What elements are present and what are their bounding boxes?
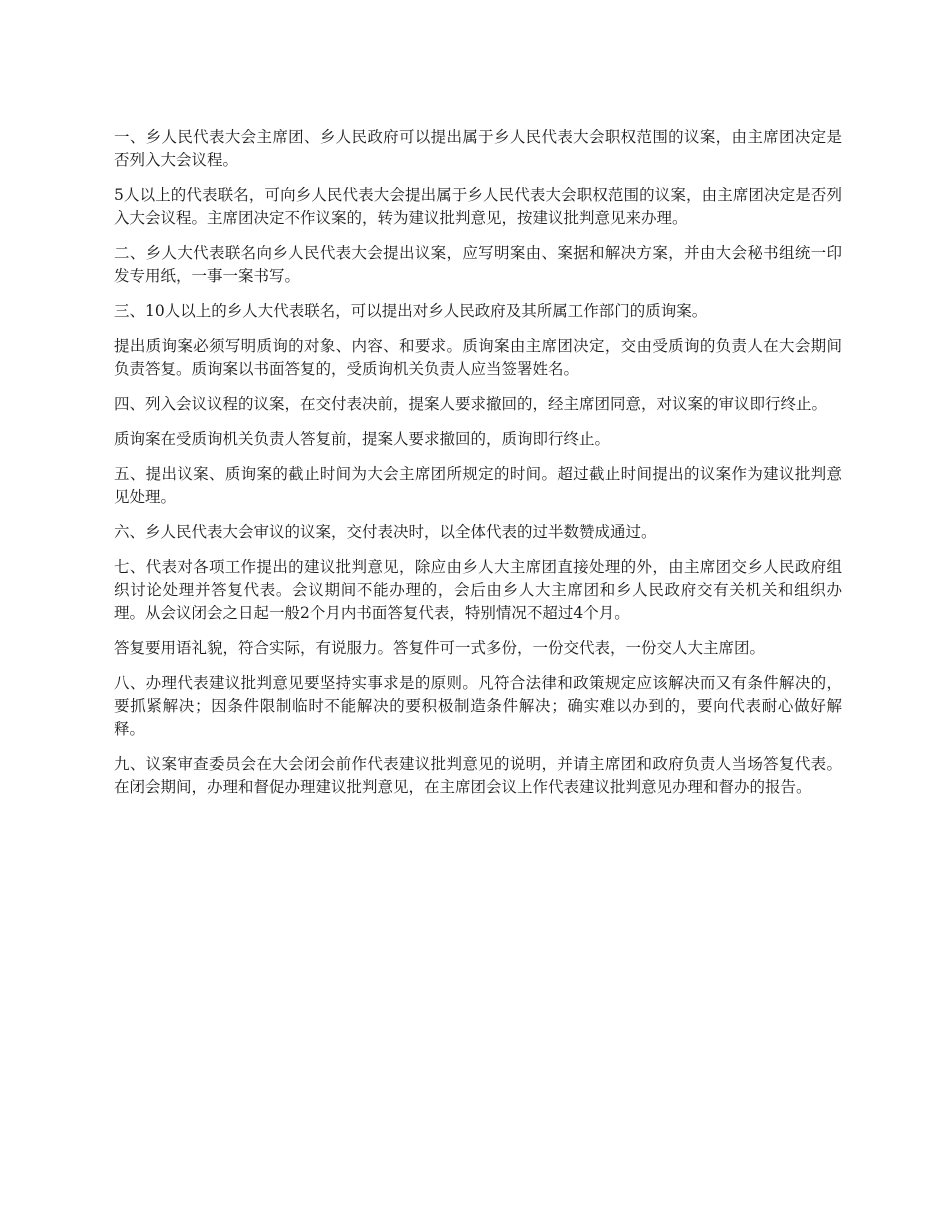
paragraph-2: 5人以上的代表联名，可向乡人民代表大会提出属于乡人民代表大会职权范围的议案，由主席团决定是否列入大会议程。主席团决定不作议案的，转为建议批判意见，按建议批判意见来办理。 — [114, 186, 842, 227]
paragraph-5: 提出质询案必须写明质询的对象、内容、和要求。质询案由主席团决定，交由受质询的负责人在大会期间负责答复。质询案以书面答复的，受质询机关负责人应当签署姓名。 — [114, 337, 842, 378]
paragraph-8: 五、提出议案、质询案的截止时间为大会主席团所规定的时间。超过截止时间提出的议案作为建议批判意见处理。 — [114, 465, 842, 506]
paragraph-12: 八、办理代表建议批判意见要坚持实事求是的原则。凡符合法律和政策规定应该解决而又有条件解决的，要抓紧解决；因条件限制临时不能解决的要积极制造条件解决；确实难以办到的，要向代表耐心做好解释。 — [114, 674, 842, 738]
paragraph-11: 答复要用语礼貌，符合实际，有说服力。答复件可一式多份，一份交代表，一份交人大主席团。 — [114, 639, 766, 657]
paragraph-9: 六、乡人民代表大会审议的议案，交付表决时，以全体代表的过半数赞成通过。 — [114, 523, 657, 541]
paragraph-10: 七、代表对各项工作提出的建议批判意见，除应由乡人大主席团直接处理的外，由主席团交乡人民政府组织讨论处理并答复代表。会议期间不能办理的，会后由乡人大主席团和乡人民政府交有关机关和组织办理。从会议闭会之日起一般2个月内书面答复代表，特别情况不超过4个月。 — [114, 558, 842, 622]
paragraph-4: 三、10人以上的乡人大代表联名，可以提出对乡人民政府及其所属工作部门的质询案。 — [114, 302, 708, 320]
paragraph-13: 九、议案审查委员会在大会闭会前作代表建议批判意见的说明，并请主席团和政府负责人当场答复代表。在闭会期间，办理和督促办理建议批判意见，在主席团会议上作代表建议批判意见办理和督办的报告。 — [114, 755, 842, 796]
document-body — [114, 126, 842, 811]
paragraph-7: 质询案在受质询机关负责人答复前，提案人要求撤回的，质询即行终止。 — [114, 430, 611, 448]
paragraph-1: 一、乡人民代表大会主席团、乡人民政府可以提出属于乡人民代表大会职权范围的议案，由主席团决定是否列入大会议程。 — [114, 128, 842, 169]
paragraph-6: 四、列入会议议程的议案，在交付表决前，提案人要求撤回的，经主席团同意，对议案的审议即行终止。 — [114, 395, 828, 413]
paragraph-3: 二、乡人大代表联名向乡人民代表大会提出议案，应写明案由、案据和解决方案，并由大会秘书组统一印发专用纸，一事一案书写。 — [114, 244, 842, 285]
